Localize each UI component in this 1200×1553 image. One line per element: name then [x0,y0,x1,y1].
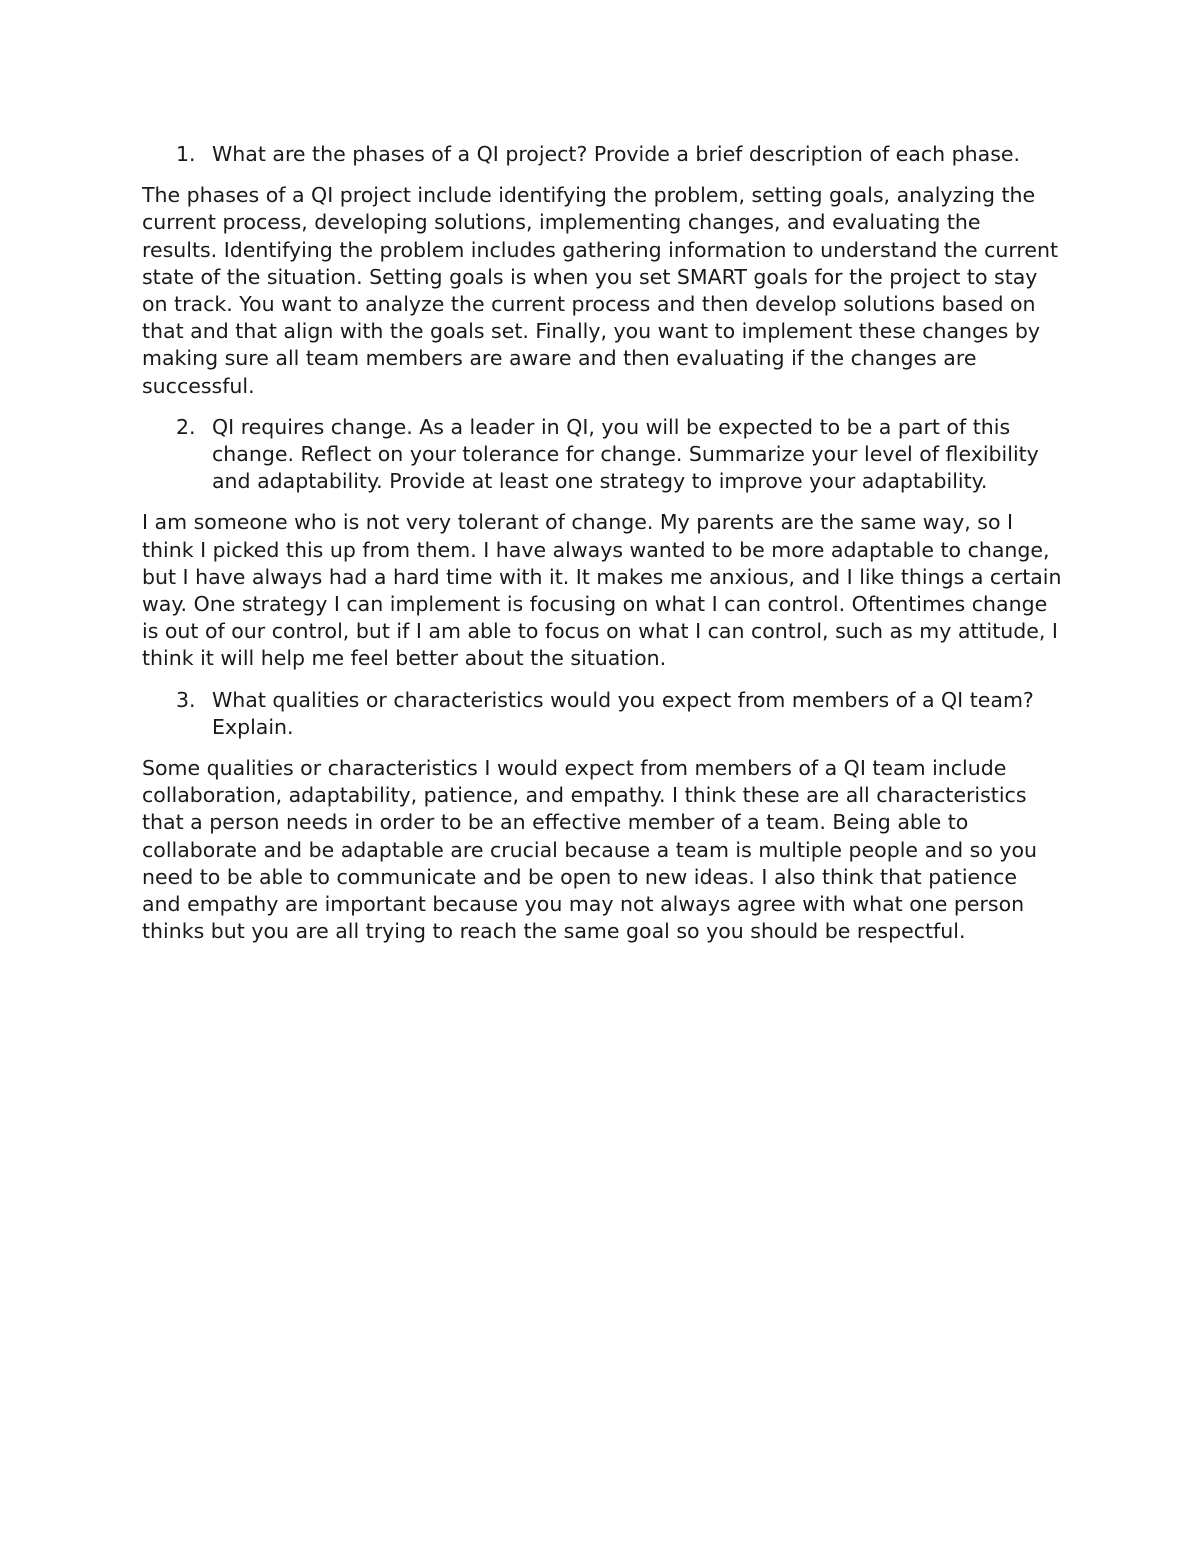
document-body [142,141,1062,959]
question-text: QI requires change. As a leader in QI, you will be expected to be a part of this change. Reflect on your tolerance for change. Summarize your level of flexibility and adaptability. Provide at least one strategy to improve your adaptability. [212,414,1039,494]
question-2 [142,414,1062,496]
question-number: 1. [176,142,196,166]
question-number: 2. [176,414,196,439]
question-3 [142,687,1062,741]
question-text: What are the phases of a QI project? Provide a brief description of each phase. [212,142,1021,166]
question-number: 3. [176,687,196,712]
answer-2: I am someone who is not very tolerant of change. My parents are the same way, so I think I picked this up from them. I have always wanted to be more adaptable to change, but I have always had a hard time with it. It makes me anxious, and I like things a certain way. One strategy I can implement is focusing on what I can control. Oftentimes change is out of our control, but if I am able to focus on what I can control, such as my attitude, I think it will help me feel better about the situation. [142,510,1062,671]
question-text: What qualities or characteristics would you expect from members of a QI team? Explain. [212,687,1034,739]
answer-1: The phases of a QI project include identifying the problem, setting goals, analyzing the current process, developing solutions, implementing changes, and evaluating the results. Identifying the problem includes gathering information to understand the current state of the situation. Setting goals is when you set SMART goals for the project to stay on track. You want to analyze the current process and then develop solutions based on that and that align with the goals set. Finally, you want to implement these changes by making sure all team members are aware and then evaluating if the changes are successful. [142,183,1059,398]
question-1 [142,141,1062,168]
answer-3: Some qualities or characteristics I would expect from members of a QI team include collaboration, adaptability, patience, and empathy. I think these are all characteristics that a person needs in order to be an effective member of a team. Being able to collaborate and be adaptable are crucial because a team is multiple people and so you need to be able to communicate and be open to new ideas. I also think that patience and empathy are important because you may not always agree with what one person thinks but you are all trying to reach the same goal so you should be respectful. [142,756,1038,944]
